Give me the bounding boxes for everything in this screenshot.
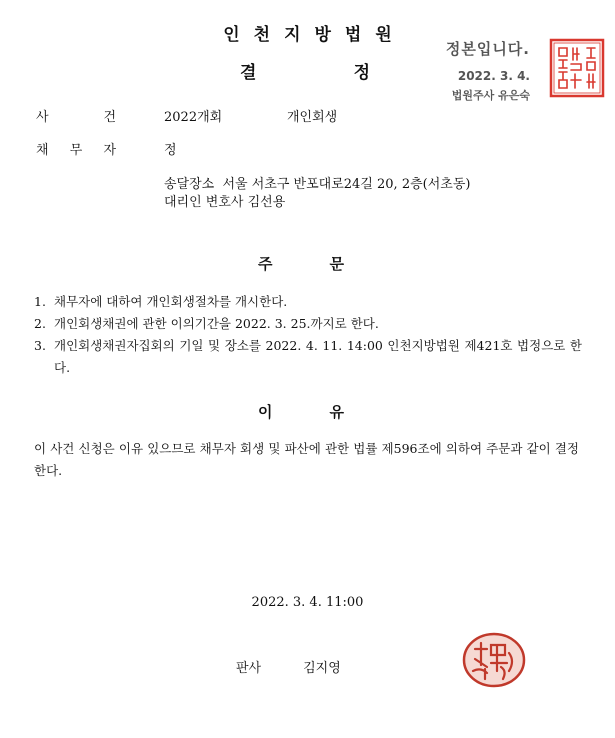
doc-type-char: 결 <box>240 63 257 83</box>
title-char: 이 <box>258 403 273 421</box>
order-item-number: 1. <box>34 294 46 309</box>
case-number: 2022개회 <box>164 110 223 125</box>
title-char: 주 <box>258 255 273 273</box>
doc-type-char: 정 <box>353 63 370 83</box>
judge-signature-line <box>236 657 341 676</box>
reason-section-title <box>258 401 344 422</box>
case-type: 개인회생 <box>287 110 338 125</box>
judge-seal <box>461 631 527 689</box>
debtor-agent: 대리인 변호사 김선용 <box>164 195 286 210</box>
order-item <box>34 291 582 313</box>
order-item <box>34 313 582 335</box>
order-item-text: 채무자에 대하여 개인회생절차를 개시한다. <box>54 294 288 309</box>
order-item-text: 개인회생채권에 관한 이의기간을 2022. 3. 25.까지로 한다. <box>54 316 379 331</box>
judge-name: 김지영 <box>303 661 341 676</box>
document-type-title <box>240 58 370 83</box>
title-char: 유 <box>329 403 344 421</box>
label-char: 자 <box>103 143 116 158</box>
order-item-number: 3. <box>34 338 46 353</box>
certification-stamp <box>400 38 530 103</box>
court-name: 인천지방법원 <box>223 25 406 45</box>
case-label <box>36 106 116 125</box>
judge-title: 판사 <box>236 661 262 676</box>
order-list <box>34 291 582 379</box>
title-char: 문 <box>329 255 344 273</box>
reason-text: 이 사건 신청은 이유 있으므로 채무자 회생 및 파산에 관한 법률 제596조에 의하여 주문과 같이 결정한다. <box>34 441 579 478</box>
order-item-text: 개인회생채권자집회의 기일 및 장소를 2022. 4. 11. 14:00 인천지방법원 제421호 법정으로 한다. <box>54 338 582 375</box>
order-section-title <box>258 253 344 274</box>
certification-clerk: 법원주사 유은숙 <box>451 89 530 102</box>
debtor-name: 정 <box>164 143 177 158</box>
court-seal <box>549 38 605 98</box>
order-item-number: 2. <box>34 316 46 331</box>
certification-date: 2022. 3. 4. <box>457 69 530 83</box>
order-item <box>34 335 582 379</box>
debtor-service-address: 송달장소 서울 서초구 반포대로24길 20, 2층(서초동) <box>164 177 471 192</box>
label-char: 채 <box>36 143 49 158</box>
certification-text: 정본입니다. <box>445 40 530 58</box>
debtor-label <box>36 139 116 158</box>
label-char: 무 <box>69 143 83 158</box>
label-char: 사 <box>36 110 49 125</box>
label-char: 건 <box>103 110 116 125</box>
decision-datetime: 2022. 3. 4. 11:00 <box>251 595 364 610</box>
